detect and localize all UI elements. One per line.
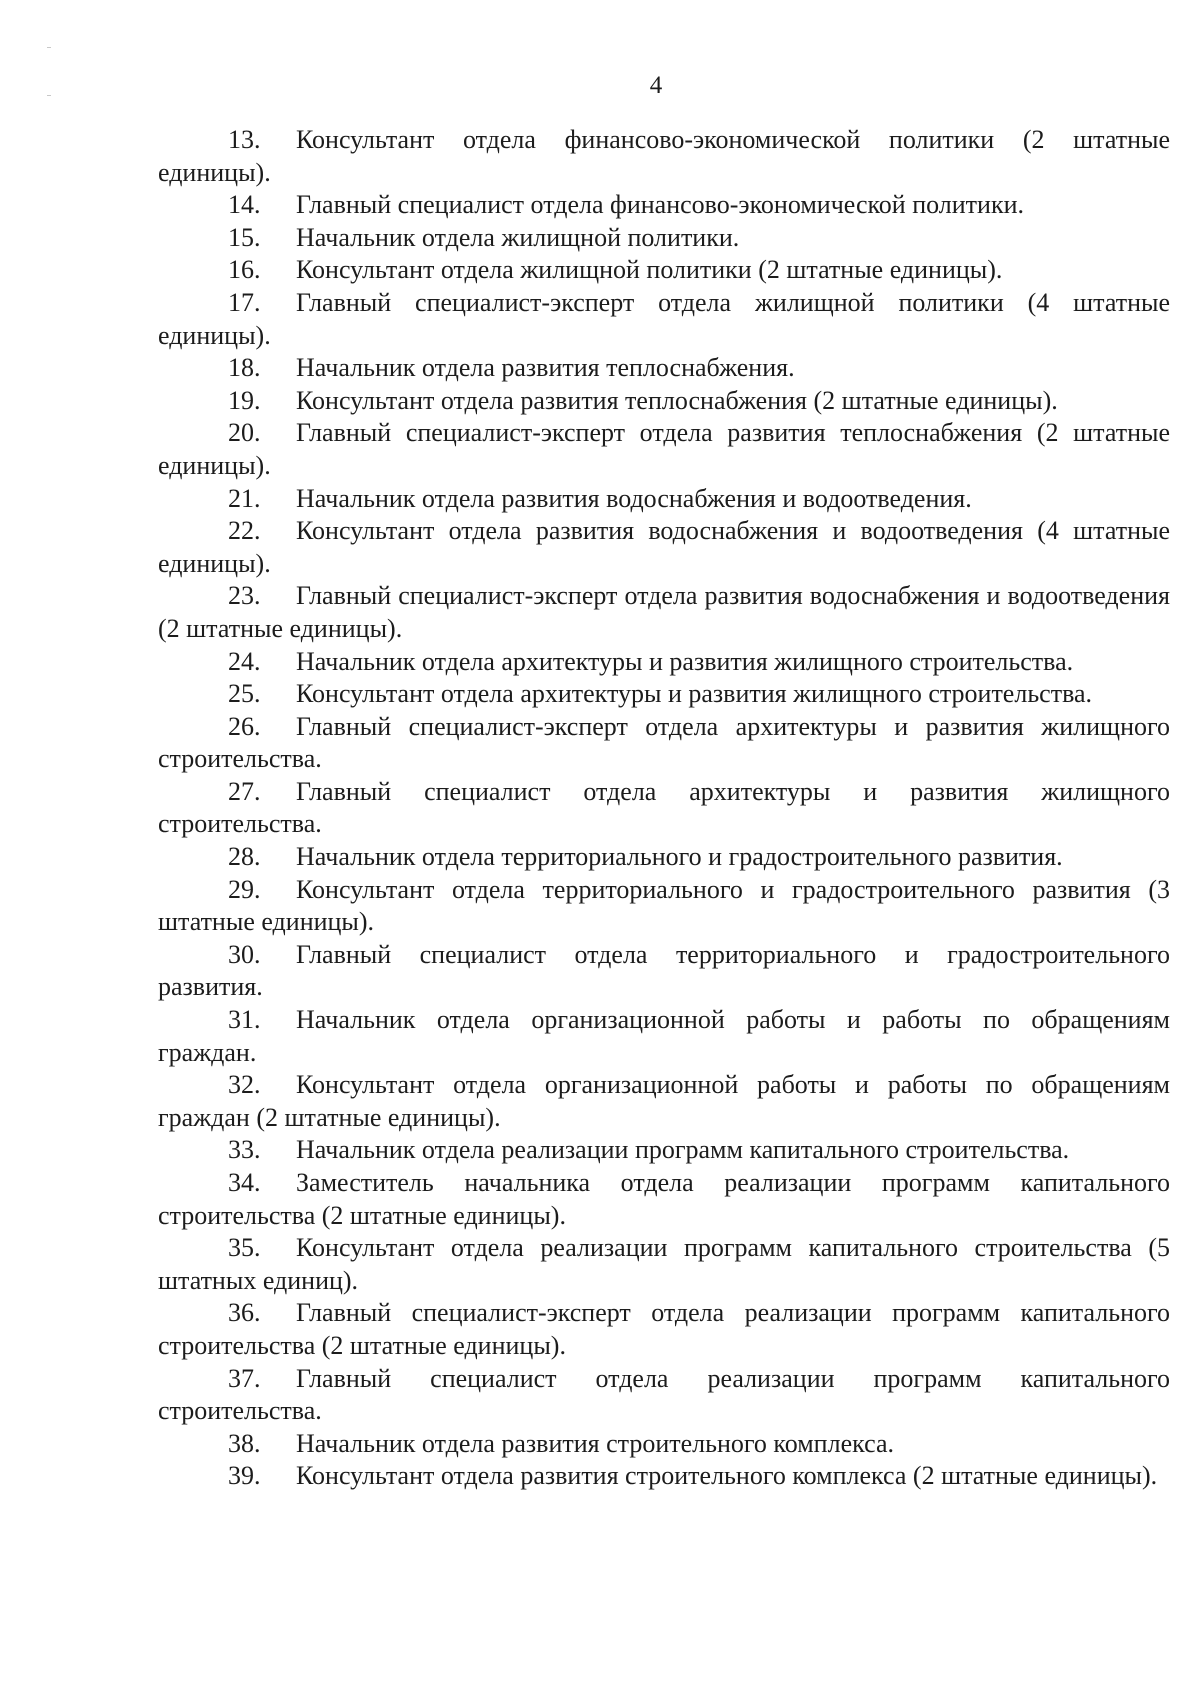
item-number: 21.: [228, 483, 261, 513]
positions-list: [158, 124, 1170, 1493]
list-item: [158, 580, 1170, 645]
list-item: [158, 515, 1170, 580]
list-item: [158, 124, 1170, 189]
item-text: Начальник отдела архитектуры и развития жилищного строительства.: [296, 646, 1074, 676]
item-text: Главный специалист отдела архитектуры и развития жилищного строительства.: [158, 776, 1170, 839]
list-item: [158, 189, 1170, 222]
item-text: Консультант отдела финансово-экономической политики (2 штатные единицы).: [158, 125, 1170, 187]
item-text: Консультант отдела организационной работы и работы по обращениям граждан (2 штатные единицы).: [158, 1070, 1170, 1132]
item-number: 31.: [228, 1005, 261, 1035]
item-text: Главный специалист отдела реализации программ капитального строительства.: [158, 1363, 1170, 1426]
item-number: 38.: [228, 1428, 261, 1458]
list-item: [158, 1069, 1170, 1134]
item-number: 20.: [228, 418, 261, 448]
item-text: Начальник отдела жилищной политики.: [296, 222, 740, 252]
item-number: 17.: [228, 287, 261, 317]
item-number: 35.: [228, 1233, 261, 1263]
item-text: Главный специалист-эксперт отдела развития водоснабжения и водоотведения (2 штатные единицы).: [158, 581, 1170, 643]
list-item: [158, 711, 1170, 776]
item-number: 23.: [228, 581, 261, 611]
item-number: 18.: [228, 353, 261, 383]
item-text: Главный специалист-эксперт отдела архитектуры и развития жилищного строительства.: [158, 711, 1170, 774]
item-text: Главный специалист-эксперт отдела развития теплоснабжения (2 штатные единицы).: [158, 418, 1170, 480]
item-number: 22.: [228, 516, 261, 546]
item-text: Консультант отдела жилищной политики (2 штатные единицы).: [296, 255, 1003, 285]
list-item: [158, 841, 1170, 874]
list-item: [158, 1297, 1170, 1362]
page-number: 4: [649, 72, 663, 99]
list-item: [158, 1363, 1170, 1428]
item-number: 33.: [228, 1135, 261, 1165]
item-text: Консультант отдела развития водоснабжения и водоотведения (4 штатные единицы).: [158, 516, 1170, 578]
item-number: 37.: [228, 1363, 261, 1393]
item-number: 19.: [228, 385, 261, 415]
list-item: [158, 776, 1170, 841]
item-number: 39.: [228, 1461, 261, 1491]
list-item: [158, 417, 1170, 482]
item-number: 34.: [228, 1168, 261, 1197]
item-text: Консультант отдела реализации программ капитального строительства (5 штатных единиц).: [158, 1233, 1170, 1295]
item-number: 29.: [228, 874, 261, 904]
list-item: [158, 222, 1170, 255]
item-text: Главный специалист-эксперт отдела реализации программ капитального строительства (2 штатные единицы).: [158, 1298, 1170, 1360]
item-text: Консультант отдела архитектуры и развития жилищного строительства.: [296, 679, 1093, 709]
list-item: [158, 1460, 1170, 1493]
item-number: 16.: [228, 255, 261, 285]
item-text: Начальник отдела реализации программ капитального строительства.: [296, 1135, 1070, 1165]
item-text: Главный специалист отдела территориального и градостроительного развития.: [158, 939, 1170, 1002]
item-text: Начальник отдела организационной работы и работы по обращениям граждан.: [158, 1005, 1170, 1067]
item-number: 24.: [228, 646, 261, 676]
list-item: [158, 1134, 1170, 1167]
item-text: Начальник отдела территориального и градостроительного развития.: [296, 842, 1063, 872]
item-number: 30.: [228, 939, 261, 969]
list-item: [158, 352, 1170, 385]
scan-mark: [47, 47, 51, 48]
list-item: [158, 1428, 1170, 1461]
list-item: [158, 678, 1170, 711]
list-item: [158, 1167, 1170, 1232]
item-text: Консультант отдела территориального и градостроительного развития (3 штатные единицы).: [158, 874, 1170, 937]
item-text: Главный специалист-эксперт отдела жилищной политики (4 штатные единицы).: [158, 287, 1170, 350]
item-text: Консультант отдела развития теплоснабжения (2 штатные единицы).: [296, 385, 1058, 415]
list-item: [158, 483, 1170, 516]
item-number: 13.: [228, 125, 261, 154]
item-text: Консультант отдела развития строительного комплекса (2 штатные единицы).: [296, 1461, 1158, 1491]
item-text: Начальник отдела развития строительного комплекса.: [296, 1428, 894, 1458]
item-number: 26.: [228, 711, 261, 741]
item-number: 15.: [228, 222, 261, 252]
list-item: [158, 646, 1170, 679]
item-text: Начальник отдела развития теплоснабжения.: [296, 353, 795, 383]
list-item: [158, 1004, 1170, 1069]
item-number: 27.: [228, 776, 261, 806]
list-item: [158, 287, 1170, 352]
list-item: [158, 1232, 1170, 1297]
item-number: 32.: [228, 1070, 261, 1100]
item-number: 36.: [228, 1298, 261, 1328]
item-number: 25.: [228, 679, 261, 709]
list-item: [158, 385, 1170, 418]
list-item: [158, 254, 1170, 287]
list-item: [158, 874, 1170, 939]
item-number: 28.: [228, 842, 261, 872]
list-item: [158, 939, 1170, 1004]
item-number: 14.: [228, 190, 261, 220]
item-text: Главный специалист отдела финансово-экономической политики.: [296, 190, 1024, 220]
item-text: Начальник отдела развития водоснабжения и водоотведения.: [296, 483, 972, 513]
item-text: Заместитель начальника отдела реализации программ капитального строительства (2 штатные единицы).: [158, 1168, 1170, 1230]
